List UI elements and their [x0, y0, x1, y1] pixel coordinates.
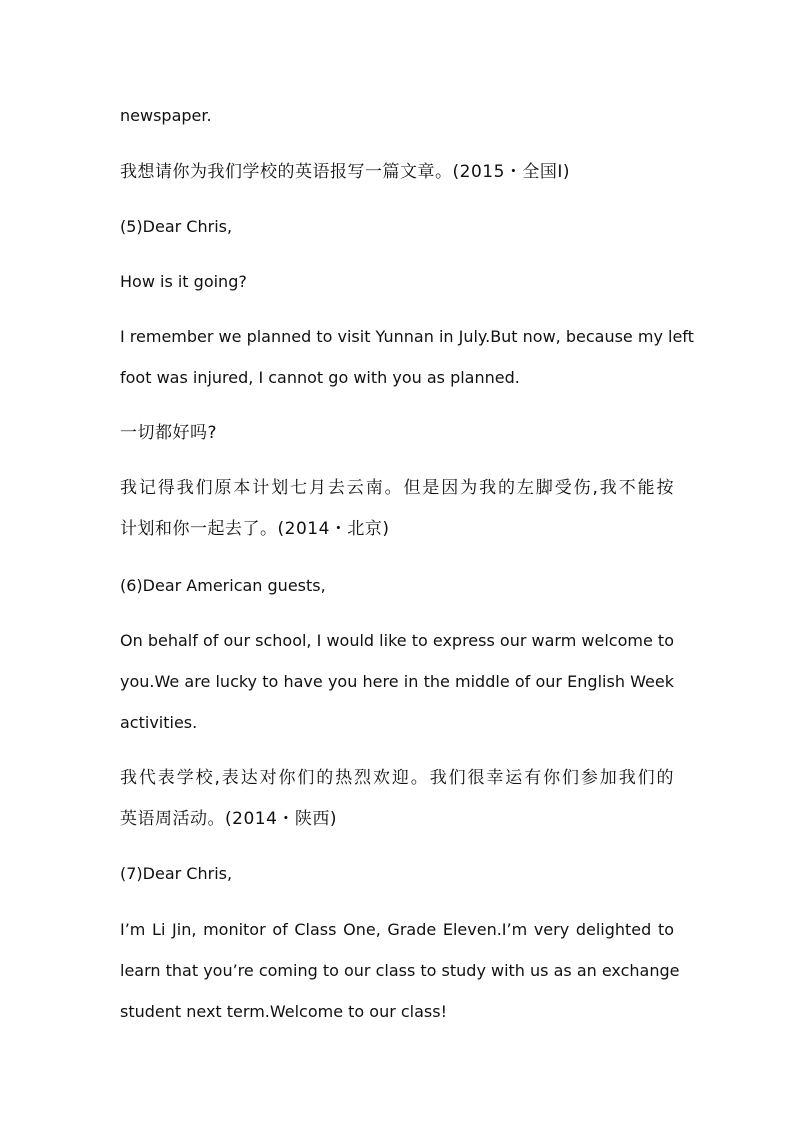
text-line: 一切都好吗?: [120, 423, 218, 443]
text-line: newspaper.: [120, 106, 212, 125]
text-line: I’m Li Jin, monitor of Class One, Grade Eleven.I’m very delighted to: [120, 920, 674, 939]
text-line: 英语周活动。(2014・陕西): [120, 809, 338, 829]
text-line: On behalf of our school, I would like to express our warm welcome to: [120, 631, 674, 650]
text-line: 我想请你为我们学校的英语报写一篇文章。(2015・全国Ⅰ): [120, 162, 571, 182]
text-line: you.We are lucky to have you here in the middle of our English Week: [120, 672, 674, 691]
letter-heading: (6)Dear American guests,: [120, 576, 326, 595]
text-line: student next term.Welcome to our class!: [120, 1002, 448, 1021]
text-line: 我代表学校,表达对你们的热烈欢迎。我们很幸运有你们参加我们的: [120, 768, 674, 788]
letter-heading: (7)Dear Chris,: [120, 864, 233, 883]
text-line: 计划和你一起去了。(2014・北京): [120, 519, 390, 539]
text-line: I remember we planned to visit Yunnan in July.But now, because my left: [120, 327, 694, 346]
text-line: activities.: [120, 713, 198, 732]
text-line: learn that you’re coming to our class to study with us as an exchange: [120, 961, 680, 980]
text-line: foot was injured, I cannot go with you as planned.: [120, 368, 520, 387]
text-line: 我记得我们原本计划七月去云南。但是因为我的左脚受伤,我不能按: [120, 478, 674, 498]
text-line: How is it going?: [120, 272, 247, 291]
letter-heading: (5)Dear Chris,: [120, 217, 233, 236]
